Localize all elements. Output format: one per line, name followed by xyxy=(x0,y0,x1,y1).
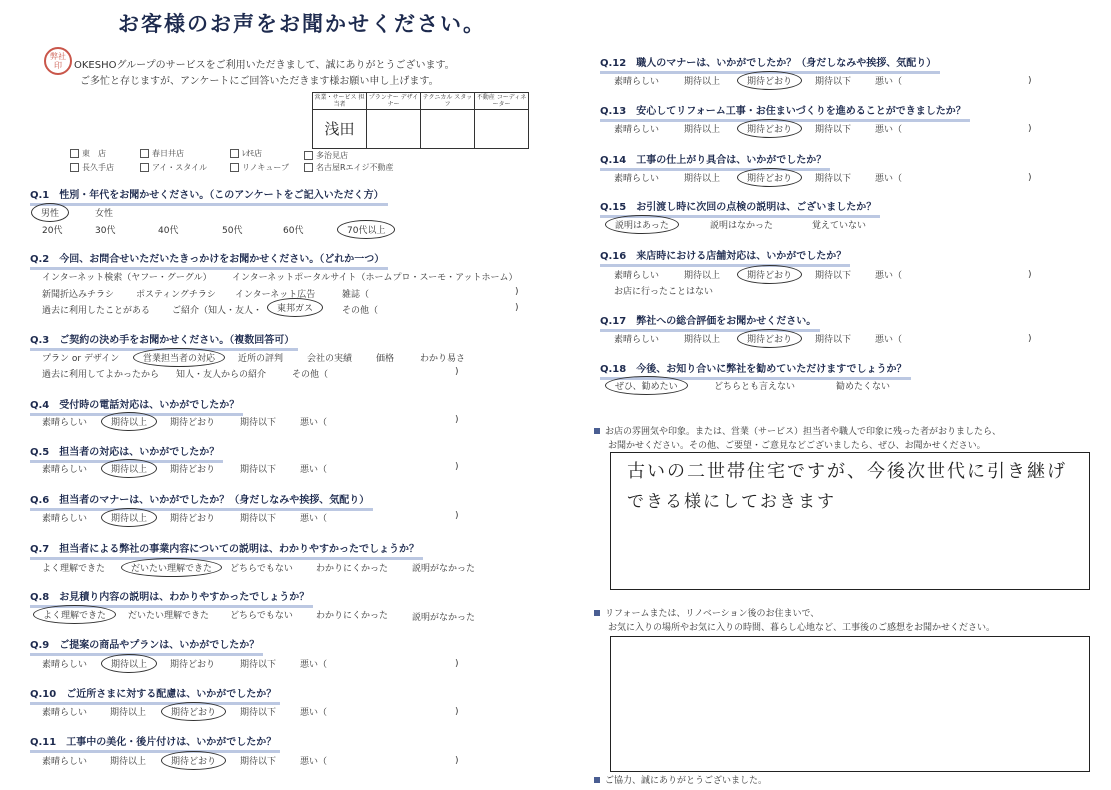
question-title: Q.2 今回、お問合せいただいたきっかけをお聞かせください。（どれか一つ） xyxy=(30,250,388,270)
understand-option[interactable]: どちらでもない xyxy=(230,611,293,621)
rating-option[interactable]: 期待どおり xyxy=(170,465,216,475)
question-title: Q.13 安心してリフォーム工事・お住まいづくりを進めることができましたか？ xyxy=(600,102,970,122)
close-paren: ) xyxy=(515,287,519,297)
reason-option-selected[interactable]: 営業担当者の対応 xyxy=(133,348,225,367)
checkbox-icon xyxy=(70,163,79,172)
rating-option-selected[interactable]: 期待以上 xyxy=(101,459,157,478)
rating-option[interactable]: 悪い（ xyxy=(300,660,328,670)
store-option[interactable]: アイ・スタイル xyxy=(140,162,207,173)
rating-option-selected[interactable]: 期待どおり xyxy=(161,751,226,770)
staff-header: 不動産 コーディネーター xyxy=(475,93,529,110)
understand-option-selected[interactable]: よく理解できた xyxy=(33,605,116,624)
comment-prompt-2: リフォームまたは、リノベーション後のお住まいで、 xyxy=(594,606,819,619)
question-title: Q.17 弊社への総合評価をお聞かせください。 xyxy=(600,312,820,332)
trigger-option[interactable]: 新聞折込みチラシ xyxy=(42,290,115,300)
store-option[interactable]: リノキューブ xyxy=(230,162,289,173)
staff-header: 営業・サービス 担当者 xyxy=(313,93,367,110)
rating-option[interactable]: 期待以上 xyxy=(684,77,721,87)
rating-option[interactable]: 悪い（ xyxy=(875,77,903,87)
rating-option[interactable]: 素晴らしい xyxy=(42,757,88,767)
rating-option[interactable]: 素晴らしい xyxy=(614,125,660,135)
bullet-square-icon xyxy=(594,428,600,434)
rating-option[interactable]: 期待以上 xyxy=(684,174,721,184)
close-paren: ) xyxy=(455,511,459,521)
question-title: Q.1 性別・年代をお聞かせください。（このアンケートをご記入いただく方） xyxy=(30,186,388,206)
trigger-option[interactable]: 雑誌（ xyxy=(342,290,370,300)
checkbox-icon xyxy=(230,149,239,158)
rating-option[interactable]: 期待どおり xyxy=(170,418,216,428)
gender-female[interactable]: 女性 xyxy=(95,209,114,219)
rating-option[interactable]: 悪い（ xyxy=(300,708,328,718)
checkbox-icon xyxy=(230,163,239,172)
close-paren: ) xyxy=(1028,270,1032,280)
rating-option-selected[interactable]: 期待どおり xyxy=(737,329,802,348)
close-paren: ) xyxy=(455,659,459,669)
store-option[interactable]: 多治見店 xyxy=(304,150,348,161)
checkbox-icon xyxy=(304,163,313,172)
reason-option[interactable]: その他（ xyxy=(292,370,329,380)
store-option-selected[interactable]: ﾚｵﾓ店 xyxy=(230,148,262,159)
staff-header: テクニカル スタッフ xyxy=(421,93,475,110)
question-title: Q.16 来店時における店舗対応は、いかがでしたか？ xyxy=(600,247,850,267)
rating-option[interactable]: 期待どおり xyxy=(170,660,216,670)
understand-option[interactable]: わかりにくかった xyxy=(316,564,389,574)
handwritten-comment-line2: できる様にしておきます xyxy=(627,492,836,512)
recommend-option[interactable]: どちらとも言えない xyxy=(714,382,796,392)
rating-option[interactable]: 期待以下 xyxy=(240,708,277,718)
inspection-option[interactable]: 説明はなかった xyxy=(710,221,774,231)
store-option[interactable]: 長久手店 xyxy=(70,162,114,173)
rating-option[interactable]: 悪い（ xyxy=(300,757,328,767)
rating-option[interactable]: 悪い（ xyxy=(300,514,328,524)
staff-value-technical[interactable] xyxy=(421,110,475,149)
understand-option[interactable]: 説明がなかった xyxy=(412,613,476,623)
rating-option[interactable]: 期待以上 xyxy=(110,708,147,718)
rating-option-selected[interactable]: 期待どおり xyxy=(737,119,802,138)
rating-option[interactable]: 期待以下 xyxy=(240,660,277,670)
close-paren: ) xyxy=(455,756,459,766)
reason-option[interactable]: 会社の実績 xyxy=(307,354,353,364)
checkbox-icon xyxy=(70,149,79,158)
rating-option[interactable]: 期待以下 xyxy=(815,335,852,345)
reason-option[interactable]: 知人・友人からの紹介 xyxy=(176,370,267,380)
rating-option[interactable]: 期待以下 xyxy=(815,77,852,87)
staff-value-realestate[interactable] xyxy=(475,110,529,149)
close-paren: ) xyxy=(455,707,459,717)
age-option-selected[interactable]: 70代以上 xyxy=(337,220,395,239)
store-option[interactable]: 春日井店 xyxy=(140,148,184,159)
inspection-option[interactable]: 覚えていない xyxy=(812,221,867,231)
rating-option[interactable]: 期待以上 xyxy=(684,335,721,345)
rating-option[interactable]: 期待以上 xyxy=(110,757,147,767)
never-visited-option[interactable]: お店に行ったことはない xyxy=(614,287,714,297)
trigger-referral-selected[interactable]: 東邦ガス xyxy=(267,298,323,317)
comment-prompt-2b: お気に入りの場所やお気に入りの時間、暮らし心地など、工事後のご感想をお聞かせください。 xyxy=(608,623,996,633)
reason-option[interactable]: 過去に利用してよかったから xyxy=(42,370,160,380)
rating-option[interactable]: 悪い（ xyxy=(875,271,903,281)
understand-option[interactable]: 説明がなかった xyxy=(412,564,476,574)
rating-option[interactable]: 素晴らしい xyxy=(42,465,88,475)
rating-option[interactable]: 期待以下 xyxy=(240,418,277,428)
understand-option-selected[interactable]: だいたい理解できた xyxy=(121,558,222,577)
close-paren: ) xyxy=(455,415,459,425)
trigger-option[interactable]: その他（ xyxy=(342,306,379,316)
question-title: Q.6 担当者のマナーは、いかがでしたか？（身だしなみや挨拶、気配り） xyxy=(30,491,373,511)
rating-option[interactable]: 素晴らしい xyxy=(614,174,660,184)
reason-option[interactable]: 価格 xyxy=(376,354,395,364)
checkbox-icon xyxy=(140,149,149,158)
rating-option[interactable]: 悪い（ xyxy=(875,174,903,184)
question-title: Q.8 お見積り内容の説明は、わかりやすかったでしょうか？ xyxy=(30,588,313,608)
rating-option[interactable]: 素晴らしい xyxy=(614,335,660,345)
intro-line-2: ご多忙と存じますが、アンケートにご回答いただきます様お願い申し上げます。 xyxy=(80,76,439,87)
reason-option[interactable]: プラン or デザイン xyxy=(42,354,120,364)
rating-option[interactable]: 悪い（ xyxy=(300,418,328,428)
rating-option[interactable]: 期待どおり xyxy=(170,514,216,524)
rating-option[interactable]: 期待以下 xyxy=(240,757,277,767)
close-paren: ) xyxy=(515,303,519,313)
question-title: Q.3 ご契約の決め手をお聞かせください。（複数回答可） xyxy=(30,331,298,351)
question-title: Q.11 工事中の美化・後片付けは、いかがでしたか？ xyxy=(30,733,280,753)
rating-option[interactable]: 素晴らしい xyxy=(42,660,88,670)
rating-option-selected[interactable]: 期待どおり xyxy=(737,71,802,90)
question-title: Q.14 工事の仕上がり具合は、いかがでしたか？ xyxy=(600,151,830,171)
question-title: Q.15 お引渡し時に次回の点検の説明は、ございましたか？ xyxy=(600,198,880,218)
close-paren: ) xyxy=(1028,173,1032,183)
page-title: お客様のお声をお聞かせください。 xyxy=(118,12,486,36)
close-paren: ) xyxy=(455,367,459,377)
understand-option[interactable]: わかりにくかった xyxy=(316,611,389,621)
question-title: Q.4 受付時の電話対応は、いかがでしたか？ xyxy=(30,396,243,416)
intro-line-1: OKESHOグループのサービスをご利用いただきまして、誠にありがとうございます。 xyxy=(74,60,455,71)
trigger-option[interactable]: ご紹介（知人・友人・ xyxy=(172,306,263,316)
reason-option[interactable]: わかり易さ xyxy=(420,354,466,364)
store-option[interactable]: 東 店 xyxy=(70,148,106,159)
rating-option[interactable]: 悪い（ xyxy=(300,465,328,475)
inspection-option-selected[interactable]: 説明はあった xyxy=(605,215,679,234)
rating-option[interactable]: 期待以下 xyxy=(240,465,277,475)
rating-option-selected[interactable]: 期待どおり xyxy=(737,168,802,187)
rating-option[interactable]: 素晴らしい xyxy=(614,77,660,87)
checkbox-icon xyxy=(140,163,149,172)
rating-option[interactable]: 期待以下 xyxy=(815,271,852,281)
question-title: Q.9 ご提案の商品やプランは、いかがでしたか？ xyxy=(30,636,263,656)
thanks-message: ご協力、誠にありがとうございました。 xyxy=(594,773,767,786)
recommend-option-selected[interactable]: ぜひ、勧めたい xyxy=(605,376,688,395)
question-title: Q.12 職人のマナーは、いかがでしたか？（身だしなみや挨拶、気配り） xyxy=(600,54,940,74)
understand-option[interactable]: よく理解できた xyxy=(42,564,106,574)
age-option[interactable]: 20代 xyxy=(42,226,63,236)
age-option[interactable]: 40代 xyxy=(158,226,179,236)
rating-option[interactable]: 期待以上 xyxy=(684,125,721,135)
rating-option[interactable]: 期待以上 xyxy=(684,271,721,281)
handwritten-comment-line1: 古いの二世帯住宅ですが、今後次世代に引き継げ xyxy=(627,461,1067,482)
rating-option-selected[interactable]: 期待以上 xyxy=(101,412,157,431)
comment-prompt-1: お店の雰囲気や印象。または、営業（サービス）担当者や職人で印象に残った者がおりましたら、 xyxy=(594,424,1001,437)
close-paren: ) xyxy=(1028,334,1032,344)
recommend-option[interactable]: 勧めたくない xyxy=(836,382,891,392)
trigger-option[interactable]: インターネット広告 xyxy=(235,290,316,300)
rating-option[interactable]: 素晴らしい xyxy=(614,271,660,281)
rating-option[interactable]: 期待以下 xyxy=(815,174,852,184)
store-option[interactable]: 名古屋Rエイジ不動産 xyxy=(304,162,394,173)
rating-option-selected[interactable]: 期待以上 xyxy=(101,508,157,527)
comment-box-1[interactable] xyxy=(610,452,1090,590)
trigger-option[interactable]: 過去に利用したことがある xyxy=(42,306,151,316)
age-option[interactable]: 60代 xyxy=(283,226,304,236)
close-paren: ) xyxy=(1028,76,1032,86)
rating-option-selected[interactable]: 期待以上 xyxy=(101,654,157,673)
close-paren: ) xyxy=(455,462,459,472)
rating-option[interactable]: 素晴らしい xyxy=(42,708,88,718)
gender-male-selected[interactable]: 男性 xyxy=(31,203,69,222)
reason-option[interactable]: 近所の評判 xyxy=(238,354,284,364)
understand-option[interactable]: どちらでもない xyxy=(230,564,293,574)
rating-option[interactable]: 素晴らしい xyxy=(42,418,88,428)
age-option[interactable]: 50代 xyxy=(222,226,243,236)
rating-option[interactable]: 期待以下 xyxy=(815,125,852,135)
question-title: Q.10 ご近所さまに対する配慮は、いかがでしたか？ xyxy=(30,685,280,705)
staff-value-sales[interactable]: 浅田 xyxy=(313,110,367,149)
trigger-option[interactable]: インターネット検索（ヤフー・グーグル） xyxy=(42,273,212,283)
rating-option[interactable]: 悪い（ xyxy=(875,335,903,345)
question-title: Q.7 担当者による弊社の事業内容についての説明は、わかりやすかったでしょうか？ xyxy=(30,540,423,560)
rating-option-selected[interactable]: 期待どおり xyxy=(737,265,802,284)
staff-table xyxy=(312,92,529,149)
age-option[interactable]: 30代 xyxy=(95,226,116,236)
rating-option[interactable]: 期待以下 xyxy=(240,514,277,524)
comment-prompt-1b: お聞かせください。その他、ご要望・ご意見などございましたら、ぜひ、お聞かせください。 xyxy=(608,441,986,451)
question-title: Q.18 今後、お知り合いに弊社を勧めていただけますでしょうか？ xyxy=(600,360,911,380)
trigger-option[interactable]: ポスティングチラシ xyxy=(136,290,216,300)
staff-header: プランナー デザイナー xyxy=(367,93,421,110)
close-paren: ) xyxy=(1028,124,1032,134)
rating-option-selected[interactable]: 期待どおり xyxy=(161,702,226,721)
company-seal-icon: 弊社 印 xyxy=(44,47,72,75)
question-title: Q.5 担当者の対応は、いかがでしたか？ xyxy=(30,443,223,463)
trigger-option[interactable]: インターネットポータルサイト（ホームプロ・スーモ・アットホーム） xyxy=(232,273,518,283)
rating-option[interactable]: 悪い（ xyxy=(875,125,903,135)
rating-option[interactable]: 素晴らしい xyxy=(42,514,88,524)
bullet-square-icon xyxy=(594,610,600,616)
staff-value-planner[interactable] xyxy=(367,110,421,149)
checkbox-icon xyxy=(304,151,313,160)
comment-box-2[interactable] xyxy=(610,636,1090,772)
bullet-square-icon xyxy=(594,777,600,783)
understand-option[interactable]: だいたい理解できた xyxy=(128,611,210,621)
